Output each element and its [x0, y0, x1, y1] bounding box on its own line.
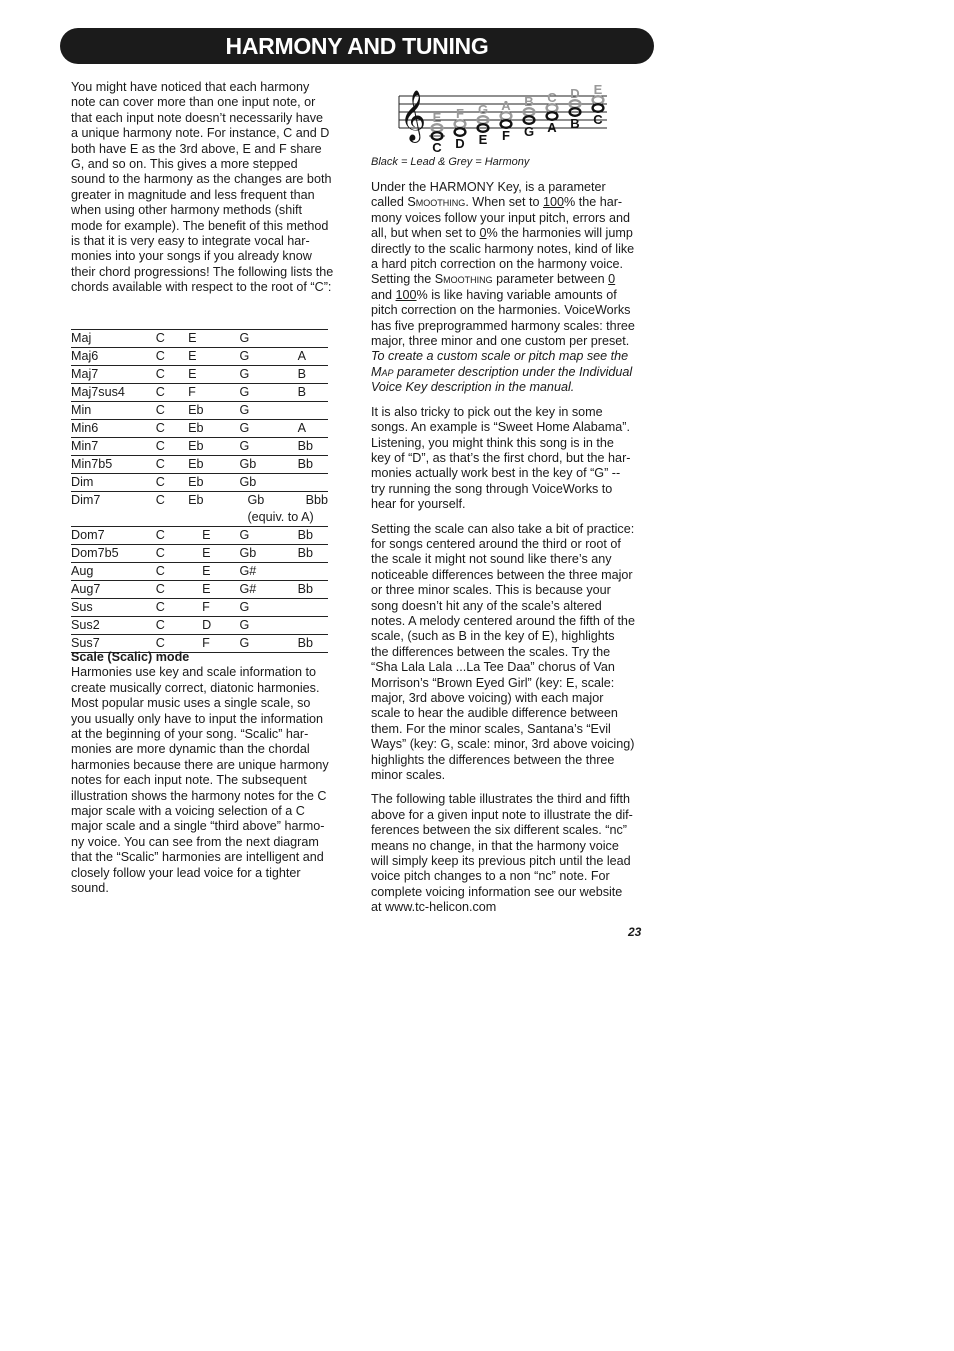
chord-note: C [156, 366, 188, 384]
chord-note: E [188, 330, 239, 348]
chord-note: Eb [188, 493, 204, 507]
chord-note: Eb [188, 420, 239, 438]
key-paragraph: It is also tricky to pick out the key in some songs. An example is “Sweet Home Alabama”. Listening, you might think this song is in the key of “D”, as that’s the first chord, but the har- monies actually work best in the key of “G” -- try running the song through VoiceWorks to hear for yourself. [371, 404, 631, 512]
chord-note: Gb [239, 545, 297, 563]
harmony-notehead [593, 96, 604, 104]
page-title: HARMONY AND TUNING [225, 33, 489, 59]
lead-notehead [455, 128, 466, 136]
staff-diagram [397, 84, 612, 154]
chord-name: Maj7sus4 [71, 384, 156, 402]
chord-note: Eb [188, 474, 239, 492]
chord-note: G [239, 438, 297, 456]
chord-note: C [156, 581, 188, 599]
chord-name: Min6 [71, 420, 156, 438]
page-number: 23 [628, 925, 642, 939]
chord-note: C [156, 384, 188, 402]
chord-note [298, 563, 328, 581]
chord-note: Bb [298, 581, 328, 599]
chord-row [71, 527, 328, 545]
chord-note: C [156, 617, 188, 635]
lead-notehead [547, 112, 558, 120]
chord-row [71, 438, 328, 456]
chord-note: C [156, 438, 188, 456]
chord-note: A [298, 348, 328, 366]
chord-row [71, 366, 328, 384]
chord-note: Bbb [305, 493, 328, 507]
chord-note: G [239, 330, 297, 348]
chord-name: Dom7 [71, 527, 156, 545]
chord-note: C [156, 599, 188, 617]
chord-note [298, 474, 328, 492]
chord-note: Bb [298, 527, 328, 545]
chord-note: B [298, 384, 328, 402]
harmony-notehead [501, 112, 512, 120]
title-banner [60, 28, 654, 64]
chord-row [71, 581, 328, 599]
harmony-note-label: C [547, 90, 557, 105]
chord-note: Gb [247, 493, 265, 507]
left-column-intro [71, 80, 343, 305]
chord-note: C [156, 635, 188, 653]
chord-note: E [188, 348, 239, 366]
chord-note: G [239, 599, 297, 617]
chord-name: Sus2 [71, 617, 156, 635]
chord-note: A [298, 420, 328, 438]
harmony-note-label: A [501, 98, 511, 113]
chord-note: G [239, 384, 297, 402]
chord-note: Eb [188, 456, 239, 474]
harmony-note-label: E [432, 110, 442, 125]
scale-practice-paragraph: Setting the scale can also take a bit of practice: for songs centered around the third or root of the scale it might not sound like there’s any noticeable differences between the three major or three minor scales. This is because your song doesn’t hit any of the scale’s altered notes. A melody centered around the fifth of the scale, (such as B in the key of E), highlights the differences between the scales. Try the “Sha Lala Lala ...La Tee Daa” chorus of Van Morrison’s “Brown Eyed Girl” (key: E, scale: major, 3rd above voicing) with each major scale to hear the audible difference between them. For the minor scales, Santana’s “Evil Ways” (key: G, scale: minor, 3rd above voicing) highlights the differences between the three minor scales. [371, 521, 635, 783]
staff-svg [397, 84, 612, 154]
chord-note: F [188, 384, 239, 402]
chord-note-spacer [71, 509, 239, 527]
chord-name: Maj6 [71, 348, 156, 366]
chord-note: E [188, 563, 239, 581]
chord-table [71, 329, 328, 653]
chord-note: D [188, 617, 239, 635]
harmony-note-label: D [570, 86, 580, 101]
chord-name: Maj7 [71, 366, 156, 384]
chord-note: Bb [298, 545, 328, 563]
lead-note-label: G [523, 124, 535, 139]
chord-note: G [239, 527, 297, 545]
chord-row [71, 330, 328, 348]
smoothing-paragraph: Under the HARMONY Key, is a parameter called Smoothing. When set to 100% the har- mony voices follow your input pitch, errors and all, but when set to 0% the harmonies will jump directly to the scalic harmony notes, kind of like a hard pitch correction on the harmony voice. Setting the Smoothing parameter between 0 and 100% is like having variable amounts of pitch correction on the harmonies. VoiceWorks has five preprogrammed harmony scales: three major, three minor and one custom per preset. To create a custom scale or pitch map see the Map parameter description under the Individual Voice Key description in the manual. [371, 180, 635, 395]
chord-name: Aug [71, 563, 156, 581]
chord-note: C [156, 545, 188, 563]
chord-note: Bb [298, 456, 328, 474]
chord-note: C [156, 563, 188, 581]
chord-note: E [188, 527, 239, 545]
lead-note-label: F [502, 128, 510, 143]
chord-note: E [188, 366, 239, 384]
chord-name: Aug7 [71, 581, 156, 599]
lead-note-label: A [547, 120, 557, 135]
chord-note: Eb [188, 402, 239, 420]
harmony-notehead [455, 120, 466, 128]
chord-note: Eb [188, 438, 239, 456]
chord-name: Min7b5 [71, 456, 156, 474]
dim7-equiv-note: (equiv. to A) [239, 509, 328, 527]
chord-name: Dom7b5 [71, 545, 156, 563]
chord-row [71, 563, 328, 581]
chord-name: Maj [71, 330, 156, 348]
chord-name: Dim7 [71, 493, 101, 507]
chord-note: Bb [298, 438, 328, 456]
chord-note: C [156, 420, 188, 438]
chord-note: Gb [239, 474, 297, 492]
chord-note: B [298, 366, 328, 384]
scalic-heading: Scale (Scalic) mode [71, 650, 190, 664]
chord-note: Bb [298, 635, 328, 653]
lead-note-label: C [432, 140, 442, 154]
chord-row-note [71, 509, 328, 527]
chord-row [71, 402, 328, 420]
chord-note: G [239, 402, 297, 420]
chord-note: C [156, 456, 188, 474]
chord-row [71, 545, 328, 563]
chord-note: C [156, 348, 188, 366]
lead-note-label: C [593, 112, 603, 127]
staff-caption: Black = Lead & Grey = Harmony [371, 156, 530, 168]
chord-note: E [188, 545, 239, 563]
scalic-paragraph: Harmonies use key and scale information to create musically correct, diatonic harmonies. Most popular music uses a single scale, so you usually only have to input the information at the beginning of your song. “Scalic” har- monies are more dynamic than the chordal harmonies because there are unique harmony notes for each input note. The subsequent illustration shows the harmony notes for the C major scale with a voicing selection of a C major scale and a single “third above” harmo- ny voice. You can see from the next diagram that the “Scalic” harmonies are intelligent and closely follow your lead voice for a tighter sound. [71, 665, 329, 896]
chord-note: C [155, 493, 165, 507]
chord-row [71, 492, 328, 510]
chord-name: Dim [71, 474, 156, 492]
right-column [371, 180, 647, 925]
lead-notehead [593, 104, 604, 112]
harmony-notehead [547, 104, 558, 112]
chord-row [71, 384, 328, 402]
chord-note: G [239, 420, 297, 438]
chord-note: F [188, 599, 239, 617]
chord-row [71, 420, 328, 438]
chord-name: Min7 [71, 438, 156, 456]
chord-name: Sus [71, 599, 156, 617]
chord-row [71, 456, 328, 474]
chord-note [298, 330, 328, 348]
chord-row [71, 474, 328, 492]
intro-paragraph: You might have noticed that each harmony note can cover more than one input note, or that each input note doesn’t necessarily have a unique harmony note. For instance, C and D both have E as the 3rd above, E and F share G, and so on. This gives a more stepped sound to the harmony as the changes are both greater in magnitude and less frequent than when using other harmony methods (shift mode for example). The benefit of this method is that it is very easy to integrate vocal har- monies into your songs if you already know their chord progressions! The following lists the chords available with respect to the root of “C”: [71, 80, 334, 295]
chord-note: G# [239, 563, 297, 581]
harmony-note-label: G [477, 102, 489, 117]
treble-clef-icon: 𝄞 [400, 90, 427, 141]
chord-note: Gb [239, 456, 297, 474]
chord-note: G [239, 366, 297, 384]
chord-row [71, 599, 328, 617]
chord-name: Sus7 [71, 635, 156, 653]
chord-note: C [156, 402, 188, 420]
harmony-note-label: B [524, 94, 534, 109]
chord-note [298, 599, 328, 617]
chord-note [298, 402, 328, 420]
lead-note-label: B [570, 116, 580, 131]
chord-name: Min [71, 402, 156, 420]
chord-note: G# [239, 581, 297, 599]
chord-note: C [156, 527, 188, 545]
lead-note-label: E [478, 132, 488, 147]
chord-note: G [239, 617, 297, 635]
lead-note-label: D [455, 136, 465, 151]
chord-row [71, 348, 328, 366]
chord-note: E [188, 581, 239, 599]
notes-layer [429, 84, 603, 154]
chord-note: F [188, 635, 239, 653]
lead-notehead [501, 120, 512, 128]
chord-note [298, 617, 328, 635]
table-intro-paragraph: The following table illustrates the third and fifth above for a given input note to illustrate the dif- ferences between the six different scales. “nc” means no change, in that the harmony voice will simply keep its previous pitch until the lead voice pitch changes to a non “nc” note. For complete voicing information see our website at www.tc-helicon.com [371, 792, 633, 915]
chord-note: C [156, 330, 188, 348]
harmony-note-label: F [456, 106, 464, 121]
chord-note: G [239, 348, 297, 366]
harmony-note-label: E [593, 84, 603, 97]
chord-note: G [239, 635, 297, 653]
chord-row [71, 617, 328, 635]
scalic-section [71, 650, 343, 906]
chord-note: C [156, 474, 188, 492]
